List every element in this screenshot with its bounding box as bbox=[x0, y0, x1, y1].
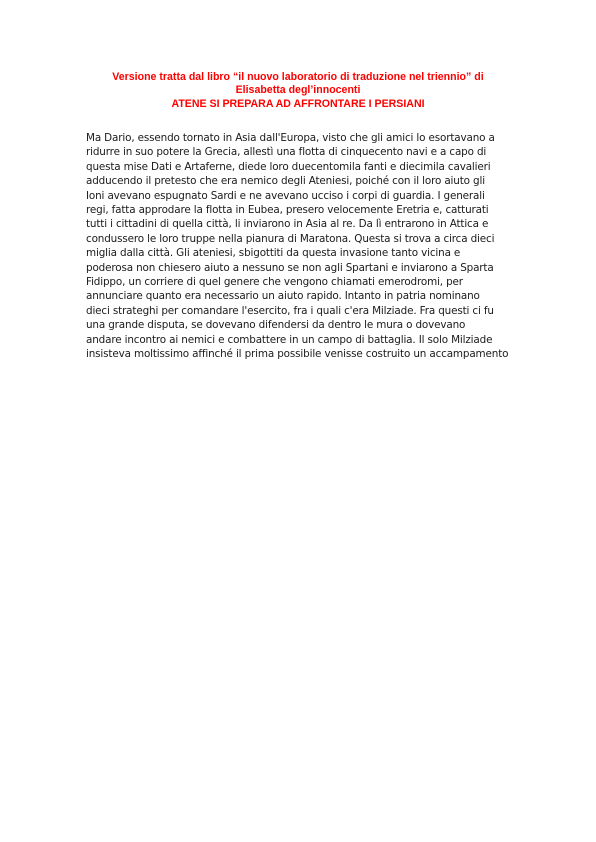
body-paragraph bbox=[86, 131, 532, 362]
text-line: andare incontro ai nemici e combattere in un campo di battaglia. Il solo Milziade bbox=[86, 333, 493, 346]
text-line: ridurre in suo potere la Grecia, allestì una flotta di cinquecento navi e a capo di bbox=[86, 146, 487, 159]
text-line: una grande disputa, se dovevano difendersi da dentro le mura o dovevano bbox=[86, 319, 466, 332]
text-line: dieci strateghi per comandare l'esercito, fra i quali c'era Milziade. Fra questi ci fu bbox=[86, 304, 494, 317]
header-author-line: Elisabetta degl’innocenti bbox=[235, 84, 361, 97]
text-line: regi, fatta approdare la flotta in Eubea, presero velocemente Eretria e, catturati bbox=[86, 204, 489, 217]
document-header bbox=[60, 71, 536, 111]
text-line: annunciare quanto era necessario un aiuto rapido. Intanto in patria nominano bbox=[86, 290, 480, 303]
text-line: questa mise Dati e Artaferne, diede loro duecentomila fanti e diecimila cavalieri bbox=[86, 160, 491, 173]
text-line: Ioni avevano espugnato Sardi e ne avevano ucciso i corpi di guardia. I generali bbox=[86, 189, 485, 202]
text-line: insisteva moltissimo affinché il prima possibile venisse costruito un accampamento bbox=[86, 348, 509, 361]
text-line: Ma Dario, essendo tornato in Asia dall'Europa, visto che gli amici lo esortavano a bbox=[86, 132, 495, 144]
text-line: condussero le loro truppe nella pianura di Maratona. Questa si trova a circa dieci bbox=[86, 232, 495, 245]
text-line: poderosa non chiesero aiuto a nessuno se non agli Spartani e inviarono a Sparta bbox=[86, 261, 494, 274]
text-line: miglia dalla città. Gli ateniesi, sbigottiti da questa invasione tanto vicina e bbox=[86, 247, 461, 260]
text-line: tutti i cittadini di quella città, li inviarono in Asia al re. Da lì entrarono in Attica e bbox=[86, 218, 489, 231]
header-source-line: Versione tratta dal libro “il nuovo laboratorio di traduzione nel triennio” di bbox=[112, 71, 484, 83]
document-title: ATENE SI PREPARA AD AFFRONTARE I PERSIANI bbox=[171, 97, 425, 110]
text-line: adducendo il pretesto che era nemico degli Ateniesi, poiché con il loro aiuto gli bbox=[86, 175, 485, 188]
text-line: Fidippo, un corriere di quel genere che vengono chiamati emerodromi, per bbox=[86, 276, 463, 289]
